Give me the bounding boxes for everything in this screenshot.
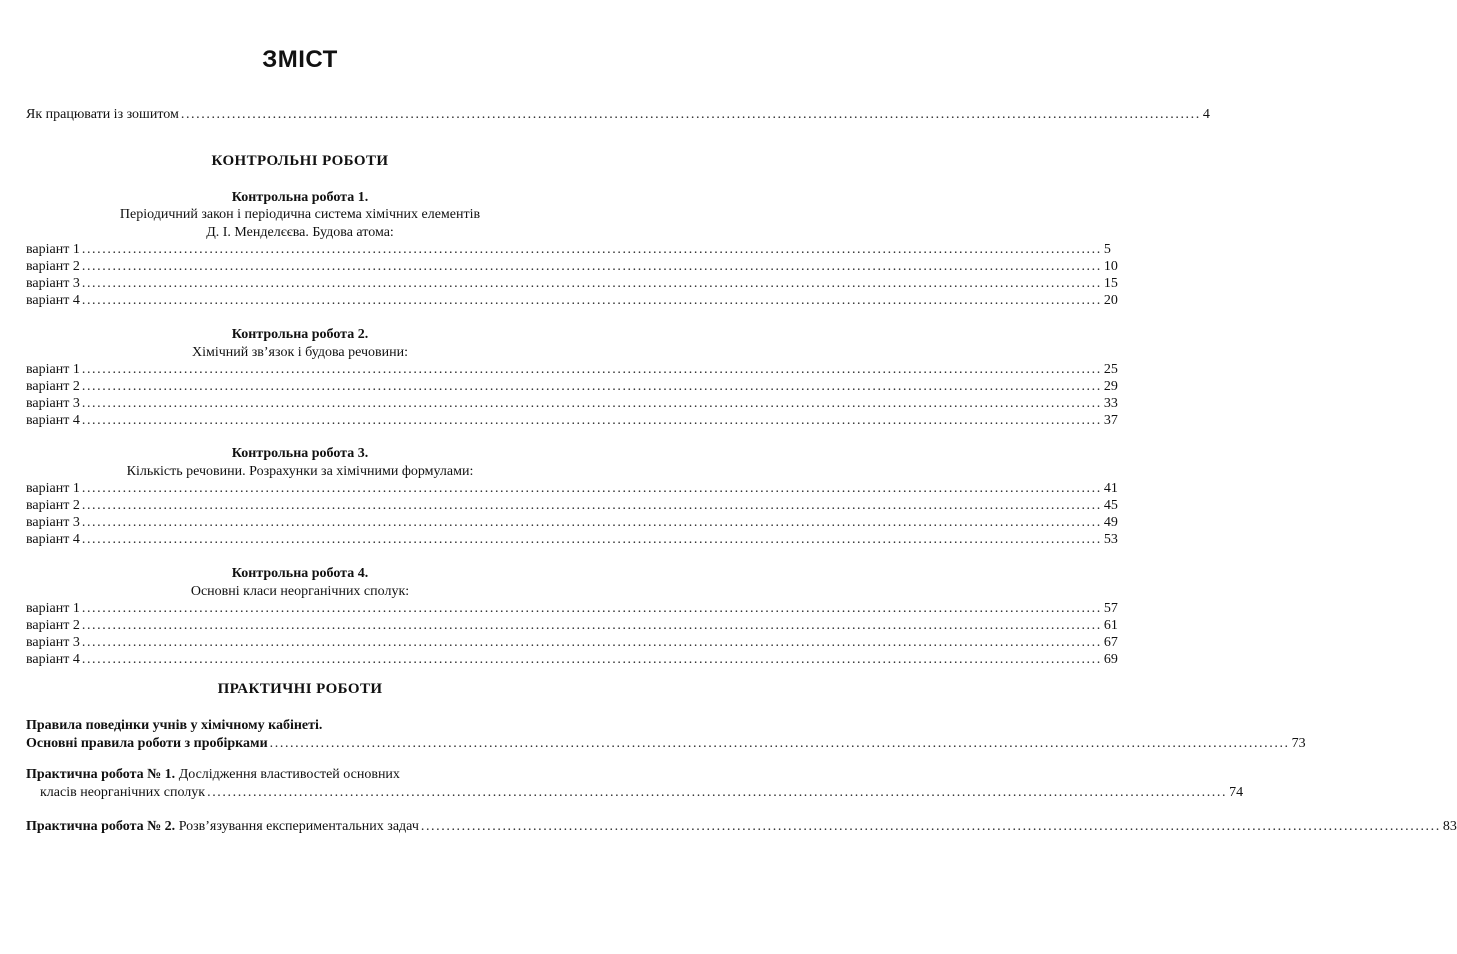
toc-entry-intro[interactable] — [26, 107, 1210, 123]
toc-entry-practical-1[interactable] — [40, 785, 1244, 801]
dot-leader: ........................................................................................................................................................................................................ — [269, 736, 1290, 751]
variant-label: варіант 4 — [26, 293, 80, 308]
toc-entry-label: Як працювати із зошитом — [26, 107, 179, 122]
toc-entry-cw4-v1[interactable] — [26, 601, 1118, 617]
toc-page-number: 67 — [1103, 635, 1118, 650]
dot-leader: ........................................................................................................................................................................................................ — [81, 601, 1102, 616]
toc-entry-cw4-v2[interactable] — [26, 618, 1118, 634]
control-work-3-topic: Кількість речовини. Розрахунки за хімічними формулами: — [126, 464, 474, 479]
control-work-1-topic-line-1: Періодичний закон і періодична система хімічних елементів — [119, 207, 481, 222]
toc-entry-cw1-v3[interactable] — [26, 276, 1118, 292]
practical-1-topic: Дослідження властивостей основних — [175, 767, 400, 782]
toc-entry-cw4-v4[interactable] — [26, 652, 1118, 668]
control-work-3-heading: Контрольна робота 3. — [231, 446, 369, 461]
variant-label: варіант 1 — [26, 481, 80, 496]
variant-label: варіант 2 — [26, 618, 80, 633]
dot-leader: ........................................................................................................................................................................................................ — [81, 481, 1102, 496]
toc-page-number: 29 — [1103, 379, 1118, 394]
toc-page-number: 20 — [1103, 293, 1118, 308]
control-section-heading: КОНТРОЛЬНІ РОБОТИ — [211, 153, 389, 169]
toc-page-number: 74 — [1229, 785, 1244, 800]
dot-leader: ........................................................................................................................................................................................................ — [81, 635, 1102, 650]
variant-label: варіант 2 — [26, 498, 80, 513]
toc-entry-cw3-v3[interactable] — [26, 515, 1118, 531]
dot-leader: ........................................................................................................................................................................................................ — [81, 362, 1102, 377]
toc-entry-safety[interactable] — [26, 736, 1306, 752]
toc-page-number: 53 — [1103, 532, 1118, 547]
toc-page-number: 4 — [1202, 107, 1210, 122]
practical-2-topic: Розв’язування експериментальних задач — [175, 819, 419, 834]
dot-leader: ........................................................................................................................................................................................................ — [81, 652, 1102, 667]
toc-entry-cw2-v1[interactable] — [26, 362, 1118, 378]
variant-label: варіант 4 — [26, 652, 80, 667]
dot-leader: ........................................................................................................................................................................................................ — [420, 819, 1441, 834]
toc-page-number: 10 — [1103, 259, 1118, 274]
toc-page-number: 41 — [1103, 481, 1118, 496]
toc-page-number: 37 — [1103, 413, 1118, 428]
variant-label: варіант 1 — [26, 242, 80, 257]
practical-2-title: Практична робота № 2. — [26, 819, 176, 834]
variant-label: варіант 1 — [26, 601, 80, 616]
variant-label: варіант 1 — [26, 362, 80, 377]
variant-label: варіант 4 — [26, 413, 80, 428]
toc-page-number: 73 — [1291, 736, 1306, 751]
dot-leader: ........................................................................................................................................................................................................ — [207, 785, 1228, 800]
variant-label: варіант 3 — [26, 515, 80, 530]
dot-leader: ........................................................................................................................................................................................................ — [180, 107, 1201, 122]
variant-label: варіант 2 — [26, 379, 80, 394]
toc-entry-cw1-v2[interactable] — [26, 259, 1118, 275]
dot-leader: ........................................................................................................................................................................................................ — [81, 618, 1102, 633]
dot-leader: ........................................................................................................................................................................................................ — [81, 379, 1102, 394]
toc-entry-cw1-v4[interactable] — [26, 293, 1118, 309]
toc-entry-cw3-v4[interactable] — [26, 532, 1118, 548]
dot-leader: ........................................................................................................................................................................................................ — [81, 276, 1102, 291]
toc-entry-cw4-v3[interactable] — [26, 635, 1118, 651]
control-work-1-topic-line-2: Д. І. Менделєєва. Будова атома: — [206, 225, 394, 240]
toc-entry-cw3-v2[interactable] — [26, 498, 1118, 514]
toc-page-number: 33 — [1103, 396, 1118, 411]
toc-page-number: 25 — [1103, 362, 1118, 377]
toc-page-number: 15 — [1103, 276, 1118, 291]
control-work-4-heading: Контрольна робота 4. — [231, 566, 369, 581]
toc-entry-practical-2[interactable] — [26, 819, 1457, 835]
dot-leader: ........................................................................................................................................................................................................ — [81, 293, 1102, 308]
page-title: ЗМІСТ — [262, 46, 338, 73]
control-work-4-topic: Основні класи неорганічних сполук: — [190, 584, 410, 599]
practical-1-line-1 — [26, 767, 400, 783]
toc-entry-label — [26, 819, 419, 835]
toc-entry-cw3-v1[interactable] — [26, 481, 1118, 497]
practical-1-title: Практична робота № 1. — [26, 767, 176, 782]
variant-label: варіант 3 — [26, 635, 80, 650]
control-work-1-heading: Контрольна робота 1. — [231, 190, 369, 205]
dot-leader: ........................................................................................................................................................................................................ — [81, 498, 1102, 513]
toc-page-number: 69 — [1103, 652, 1118, 667]
toc-page-number: 61 — [1103, 618, 1118, 633]
toc-page-number: 49 — [1103, 515, 1118, 530]
variant-label: варіант 3 — [26, 276, 80, 291]
dot-leader: ........................................................................................................................................................................................................ — [81, 413, 1102, 428]
toc-entry-cw2-v4[interactable] — [26, 413, 1118, 429]
toc-entry-label: класів неорганічних сполук — [40, 785, 206, 800]
toc-entry-cw2-v3[interactable] — [26, 396, 1118, 412]
variant-label: варіант 3 — [26, 396, 80, 411]
dot-leader: ........................................................................................................................................................................................................ — [81, 532, 1102, 547]
toc-entry-cw1-v1[interactable] — [26, 242, 1111, 258]
variant-label: варіант 2 — [26, 259, 80, 274]
dot-leader: ........................................................................................................................................................................................................ — [81, 259, 1102, 274]
toc-page-number: 45 — [1103, 498, 1118, 513]
toc-entry-label: Основні правила роботи з пробірками — [26, 736, 268, 751]
control-work-2-topic: Хімічний зв’язок і будова речовини: — [191, 345, 408, 360]
variant-label: варіант 4 — [26, 532, 80, 547]
safety-rules-line-1: Правила поведінки учнів у хімічному кабінеті. — [26, 718, 323, 733]
dot-leader: ........................................................................................................................................................................................................ — [81, 396, 1102, 411]
dot-leader: ........................................................................................................................................................................................................ — [81, 515, 1102, 530]
toc-page-number: 5 — [1103, 242, 1111, 257]
control-work-2-heading: Контрольна робота 2. — [231, 327, 369, 342]
dot-leader: ........................................................................................................................................................................................................ — [81, 242, 1102, 257]
toc-page-number: 83 — [1442, 819, 1457, 834]
toc-entry-cw2-v2[interactable] — [26, 379, 1118, 395]
practical-section-heading: ПРАКТИЧНІ РОБОТИ — [217, 681, 383, 697]
toc-page-number: 57 — [1103, 601, 1118, 616]
